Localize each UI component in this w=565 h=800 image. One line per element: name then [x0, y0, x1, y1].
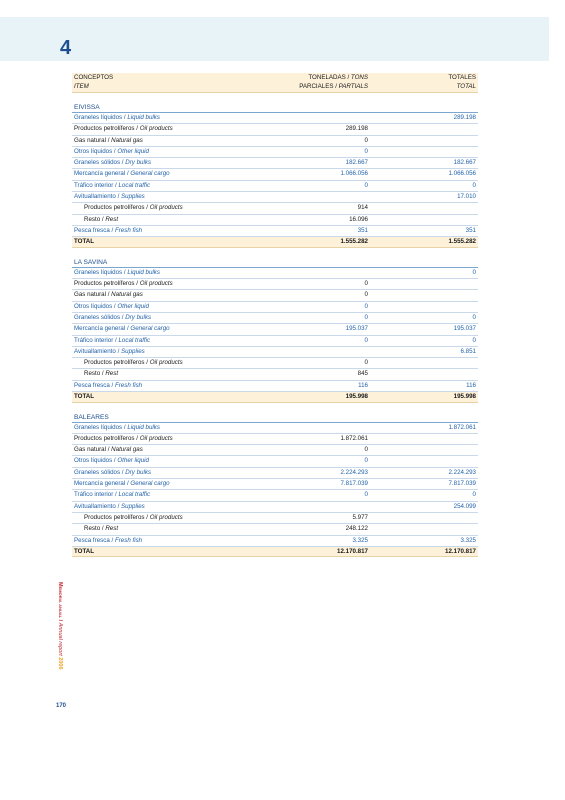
row-label-es: Avituallamiento / [74, 193, 122, 201]
table-row [72, 124, 478, 135]
table-header [72, 73, 478, 93]
page-number: 170 [56, 703, 67, 709]
partial-value: 351 [357, 226, 368, 234]
header-band [0, 17, 549, 61]
table-row [72, 192, 478, 203]
row-label-es: Graneles sólidos / [74, 468, 126, 476]
row-label-en: Supplies [121, 193, 145, 201]
table-row [72, 181, 478, 192]
table-row [72, 158, 478, 169]
total-value: 195.037 [453, 325, 476, 333]
header-partials-en: PARTIALS [338, 83, 368, 90]
header-partials [299, 83, 368, 90]
row-label [74, 490, 150, 500]
row-label-es: Gas natural / [74, 291, 112, 299]
header-partials-es: PARCIALES / [299, 83, 339, 90]
row-label [74, 347, 145, 357]
row-label-es: Resto / [84, 215, 106, 223]
header-concepts: CONCEPTOS [74, 74, 114, 81]
total-value: 1.872.061 [448, 423, 476, 431]
partial-value: 0 [364, 147, 368, 155]
row-label-es: Productos petrolíferos / [84, 513, 150, 521]
row-label [74, 547, 94, 557]
partial-value: 1.555.282 [340, 238, 368, 246]
row-label-en: Oil products [139, 125, 173, 133]
row-label-es: Mercancía general / [74, 480, 131, 488]
table-row [72, 392, 478, 403]
partial-value: 0 [364, 302, 368, 310]
table-row [72, 215, 478, 226]
partial-value: 0 [364, 359, 368, 367]
table-row [72, 456, 478, 467]
section-title: LA SAVINA [72, 258, 478, 268]
table-row [72, 479, 478, 490]
row-label [74, 324, 170, 334]
table-row [72, 237, 478, 248]
row-label [84, 369, 118, 379]
row-label-en: Local traffic [118, 336, 151, 344]
row-label-es: Pesca fresca / [74, 536, 115, 544]
partial-value: 0 [364, 446, 368, 454]
table-row [72, 302, 478, 313]
section-title: BALEARES [72, 413, 478, 423]
total-value: 0 [472, 336, 476, 344]
row-label-en: Natural gas [111, 136, 143, 144]
table-row [72, 336, 478, 347]
row-label [74, 169, 170, 179]
row-label [74, 113, 160, 123]
sidebar-report-title [56, 582, 64, 694]
partial-value: 195.998 [345, 393, 368, 401]
row-label-es: TOTAL [74, 393, 95, 401]
header-item: ITEM [74, 83, 89, 90]
total-value: 12.170.817 [445, 547, 476, 555]
row-label-en: Natural gas [111, 446, 143, 454]
total-value: 1.555.282 [448, 238, 476, 246]
row-label [74, 336, 150, 346]
total-value: 289.198 [453, 114, 476, 121]
row-label-en: Liquid bulks [127, 114, 160, 121]
row-label [84, 358, 183, 368]
tonnage-table [72, 73, 478, 557]
row-label [74, 237, 94, 247]
total-value: 0 [472, 313, 476, 321]
row-label-en: Local traffic [118, 181, 151, 189]
partial-value: 1.066.056 [340, 170, 368, 178]
table-row [72, 113, 478, 124]
row-label-es: Tráfico interior / [74, 336, 119, 344]
partial-value: 845 [357, 370, 368, 378]
partial-value: 5.977 [352, 513, 368, 521]
row-label-es: Gas natural / [74, 136, 112, 144]
row-label [74, 302, 149, 312]
partial-value: 248.122 [345, 525, 368, 533]
row-label-en: Natural gas [111, 291, 143, 299]
row-label [74, 290, 143, 300]
row-label-es: Productos petrolíferos / [84, 359, 150, 367]
row-label-es: Graneles líquidos / [74, 114, 128, 121]
table-row [72, 279, 478, 290]
header-tons-en: TONS [350, 74, 368, 81]
partial-value: 0 [364, 313, 368, 321]
total-value: 0 [472, 181, 476, 189]
row-label-es: Resto / [84, 525, 106, 533]
table-row [72, 268, 478, 279]
total-value: 17.010 [457, 193, 476, 201]
total-value: 0 [472, 268, 476, 276]
row-label-en: Oil products [139, 434, 173, 442]
row-label-en: Fresh fish [114, 381, 143, 389]
total-value: 3.325 [460, 536, 476, 544]
row-label-es: Mercancía general / [74, 325, 131, 333]
row-label [84, 215, 118, 225]
partial-value: 182.667 [345, 159, 368, 167]
row-label-en: Other liquid [117, 147, 149, 155]
row-label-en: Dry bulks [125, 313, 152, 321]
row-label [74, 392, 94, 402]
header-totals: TOTALES [448, 74, 476, 81]
table-row [72, 369, 478, 380]
row-label [74, 124, 173, 134]
row-label [74, 423, 160, 433]
row-label-es: Pesca fresca / [74, 381, 115, 389]
total-value: 182.667 [453, 159, 476, 167]
chapter-number: 4 [60, 37, 72, 59]
partial-value: 2.224.293 [340, 468, 368, 476]
row-label-es: Avituallamiento / [74, 347, 122, 355]
partial-value: 0 [364, 457, 368, 465]
row-label [74, 434, 173, 444]
sidebar-year: 2006 [57, 655, 63, 670]
row-label [74, 181, 150, 191]
table-row [72, 169, 478, 180]
table-row [72, 136, 478, 147]
row-label [74, 279, 173, 289]
total-value: 2.224.293 [448, 468, 476, 476]
total-value: 0 [472, 491, 476, 499]
row-label-en: Liquid bulks [127, 423, 160, 431]
row-label-es: Graneles líquidos / [74, 268, 128, 276]
row-label-en: Dry bulks [125, 468, 152, 476]
row-label [74, 147, 149, 157]
total-value: 254.099 [453, 502, 476, 510]
table-row [72, 502, 478, 513]
row-label-en: Local traffic [118, 491, 151, 499]
row-label-es: TOTAL [74, 547, 95, 555]
row-label-en: Oil products [149, 513, 183, 521]
row-label-en: Rest [105, 525, 119, 533]
partial-value: 16.096 [349, 215, 368, 223]
table-row [72, 324, 478, 335]
total-value: 195.998 [453, 393, 476, 401]
partial-value: 0 [364, 280, 368, 288]
table-row [72, 445, 478, 456]
row-label-es: Graneles sólidos / [74, 159, 126, 167]
total-value: 351 [465, 226, 476, 234]
row-label-en: Supplies [121, 347, 145, 355]
row-label [84, 203, 183, 213]
header-tons [308, 74, 368, 81]
partial-value: 1.872.061 [340, 434, 368, 442]
table-row [72, 547, 478, 558]
row-label-es: Otros líquidos / [74, 302, 118, 310]
row-label-es: Productos petrolíferos / [74, 280, 140, 288]
row-label [74, 226, 142, 236]
row-label-en: Oil products [139, 280, 173, 288]
row-label-en: General cargo [130, 170, 170, 178]
partial-value: 195.037 [345, 325, 368, 333]
table-row [72, 423, 478, 434]
sidebar-title-es: Memoria anual / [57, 582, 63, 623]
table-row [72, 434, 478, 445]
partial-value: 0 [364, 181, 368, 189]
table-row [72, 524, 478, 535]
table-row [72, 347, 478, 358]
table-row [72, 290, 478, 301]
table-row [72, 358, 478, 369]
total-value: 6.851 [460, 347, 476, 355]
row-label-es: Productos petrolíferos / [74, 434, 140, 442]
row-label-es: Mercancía general / [74, 170, 131, 178]
partial-value: 0 [364, 136, 368, 144]
row-label-es: Graneles líquidos / [74, 423, 128, 431]
row-label-es: Tráfico interior / [74, 491, 119, 499]
partial-value: 289.198 [345, 125, 368, 133]
partial-value: 0 [364, 336, 368, 344]
row-label [74, 136, 143, 146]
row-label [74, 479, 170, 489]
table-row [72, 381, 478, 392]
row-label-es: Productos petrolíferos / [74, 125, 140, 133]
row-label [74, 445, 143, 455]
table-row [72, 536, 478, 547]
row-label-es: TOTAL [74, 238, 95, 246]
row-label-en: Dry bulks [125, 159, 152, 167]
row-label [74, 381, 142, 391]
partial-value: 0 [364, 291, 368, 299]
partial-value: 914 [357, 204, 368, 212]
row-label [84, 513, 183, 523]
section-title: EIVISSA [72, 103, 478, 113]
row-label-en: Rest [105, 370, 119, 378]
table-row [72, 490, 478, 501]
row-label [74, 456, 149, 466]
row-label-en: Other liquid [117, 457, 149, 465]
sidebar-text [56, 582, 63, 670]
table-row [72, 226, 478, 237]
row-label-es: Tráfico interior / [74, 181, 119, 189]
row-label [74, 192, 145, 202]
row-label-en: Oil products [149, 359, 183, 367]
row-label-es: Graneles sólidos / [74, 313, 126, 321]
table-row [72, 513, 478, 524]
row-label [74, 536, 142, 546]
row-label-es: Productos petrolíferos / [84, 204, 150, 212]
row-label-es: Gas natural / [74, 446, 112, 454]
partial-value: 0 [364, 491, 368, 499]
row-label-en: Other liquid [117, 302, 149, 310]
header-tons-es: TONELADAS / [308, 74, 351, 81]
total-value: 7.817.039 [448, 480, 476, 488]
row-label-en: General cargo [130, 325, 170, 333]
row-label [74, 502, 145, 512]
row-label-es: Avituallamiento / [74, 502, 122, 510]
partial-value: 3.325 [352, 536, 368, 544]
total-value: 116 [466, 381, 476, 389]
sidebar-title-en: Annual report [57, 622, 63, 656]
row-label-es: Otros líquidos / [74, 457, 118, 465]
row-label [74, 313, 151, 323]
row-label-es: Otros líquidos / [74, 147, 118, 155]
table-row [72, 313, 478, 324]
header-total: TOTAL [456, 83, 476, 90]
row-label-en: Fresh fish [114, 536, 143, 544]
partial-value: 7.817.039 [340, 480, 368, 488]
table-sections [72, 103, 478, 557]
row-label-es: Resto / [84, 370, 106, 378]
row-label-en: General cargo [130, 480, 170, 488]
table-row [72, 468, 478, 479]
table-row [72, 147, 478, 158]
row-label-en: Rest [105, 215, 119, 223]
table-row [72, 203, 478, 214]
total-value: 1.066.056 [448, 170, 476, 178]
partial-value: 12.170.817 [337, 547, 368, 555]
row-label [74, 158, 151, 168]
row-label-en: Supplies [121, 502, 145, 510]
row-label-en: Fresh fish [114, 226, 143, 234]
row-label [84, 524, 118, 534]
row-label-en: Oil products [149, 204, 183, 212]
row-label-en: Liquid bulks [127, 268, 160, 276]
partial-value: 116 [358, 381, 368, 389]
row-label [74, 268, 160, 278]
row-label-es: Pesca fresca / [74, 226, 115, 234]
row-label [74, 468, 151, 478]
